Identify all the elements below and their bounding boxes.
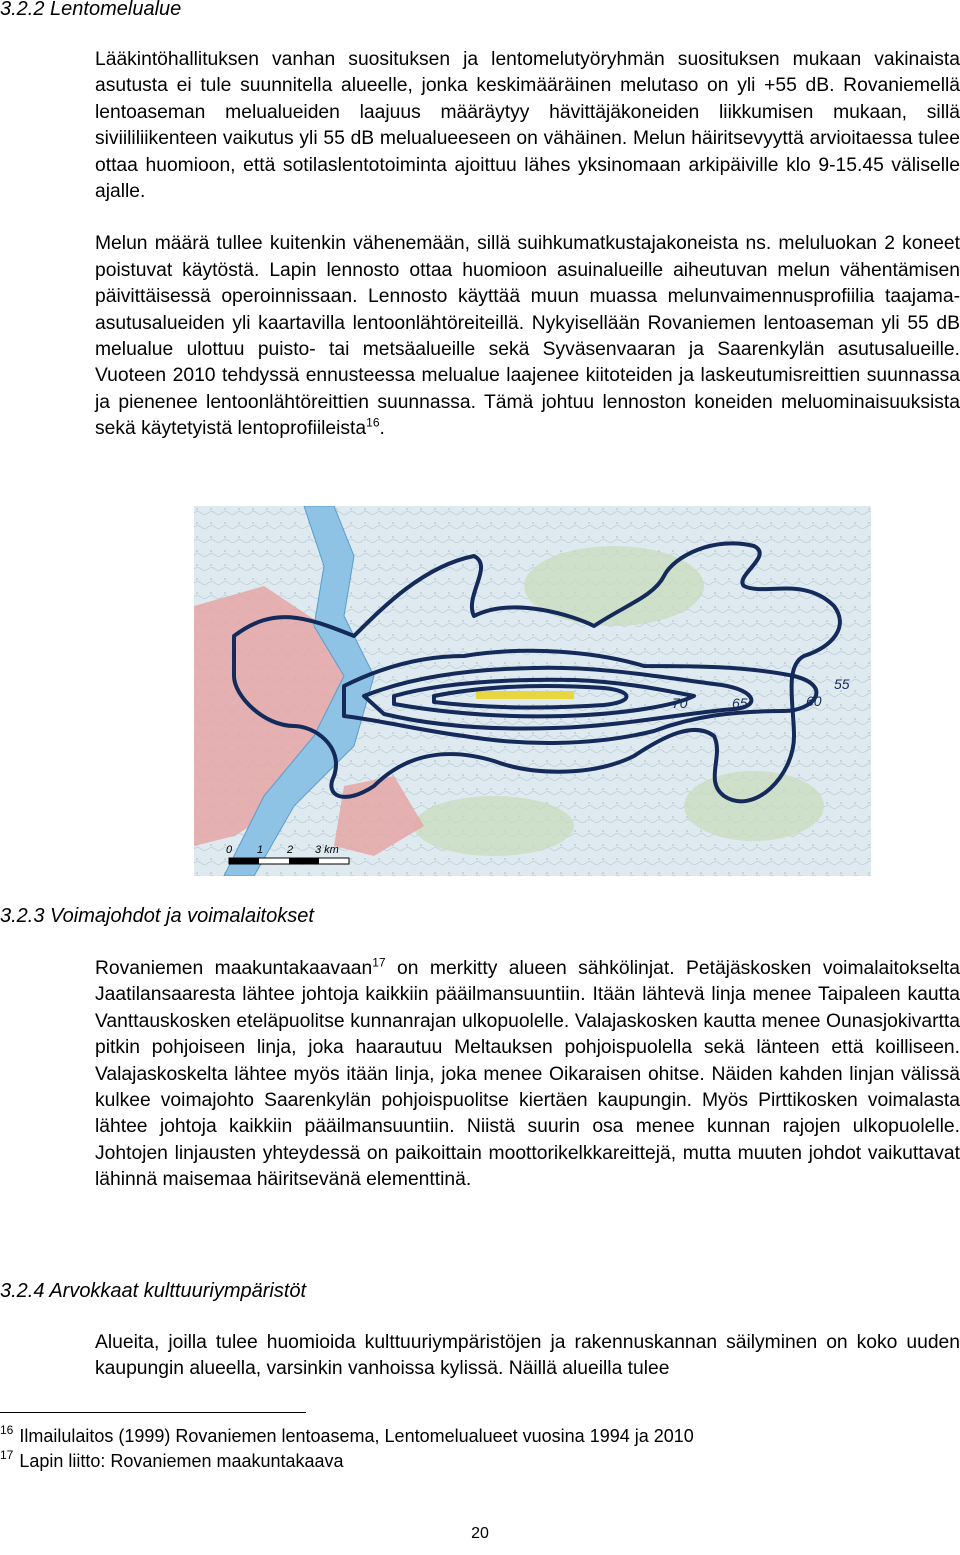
scale-tick-2: 2 — [287, 844, 294, 856]
footnote-number: 16 — [0, 1423, 14, 1437]
contour-label-65: 65 — [732, 695, 748, 711]
paragraph — [95, 231, 960, 442]
paragraph — [95, 956, 960, 1194]
page-number: 20 — [471, 1525, 489, 1542]
section-title: Arvokkaat kulttuuriympäristöt — [49, 1280, 307, 1302]
section-body-3-2-2 — [95, 47, 960, 443]
section-heading-3-2-4 — [0, 1279, 306, 1303]
contour-label-60: 60 — [806, 693, 822, 709]
paragraph-text: Melun määrä tullee kuitenkin vähenemään, sillä suihkumatkustajakoneista ns. meluluokan 2 koneet poistuvat käytöstä. Lapin lennosto ottaa huomioon asuinalueille aiheutuvan melun vähentämisen päivittäisessä operoinnissaan. Lennosto käyttää muun muassa melunvaimennusprofiilia taajama-asutusalueiden yli kaartavilla lentoonlähtöreiteillä. Nykyisellään Rovaniemen lentoaseman yli 55 dB melualue ulottuu puisto- tai metsäalueille sekä Syväsenvaaran ja Saarenkylän asutusalueille. Vuoteen 2010 tehdyssä ennusteessa melualue laajenee kiitoteiden ja laskeutumisreittien suunnassa ja pienenee lentoonlähtöreittien suunnassa. Tämä johtuu lennoston koneiden meluominaisuuksista sekä käytetyistä lentoprofiileista — [95, 233, 960, 440]
section-title: Voimajohdot ja voimalaitokset — [50, 905, 314, 927]
footnote-rule — [0, 1412, 306, 1413]
paragraph: Alueita, joilla tulee huomioida kulttuuriympäristöjen ja rakennuskannan säilyminen on koko uuden kaupungin alueella, varsinkin vanhoissa kylissä. Näillä alueilla tulee — [95, 1332, 960, 1380]
footnote-number: 17 — [0, 1448, 14, 1462]
footnote-ref: 16 — [366, 415, 380, 430]
scale-tick-3: 3 km — [315, 844, 339, 856]
section-title: Lentomelualue — [50, 0, 182, 20]
footnote-text: Ilmailulaitos (1999) Rovaniemen lentoasema, Lentomelualueet vuosina 1994 ja 2010 — [19, 1426, 694, 1446]
paragraph-lead: Rovaniemen maakuntakaavaan — [95, 958, 373, 979]
section-heading-3-2-2 — [0, 0, 181, 21]
runway — [476, 691, 574, 699]
section-body-3-2-4 — [95, 1330, 960, 1383]
footnote-ref: 17 — [372, 955, 386, 970]
scale-tick-1: 1 — [257, 844, 264, 856]
section-number: 3.2.3 — [0, 905, 45, 927]
section-body-3-2-3 — [95, 956, 960, 1194]
footnote-17 — [0, 1450, 344, 1474]
paragraph: Lääkintöhallituksen vanhan suosituksen ja lentomelutyöryhmän suosituksen mukaan vakinaista asutusta ei tule suunnitella alueelle, jonka keskimääräinen melutaso on yli +55 dB. Rovaniemellä lentoaseman melualueiden laajuus määräytyy hävittäjäkoneiden liikkumisen mukaan, sillä siviililiikenteen vaikutus yli 55 dB melualueeseen on vähäinen. Melun häiritsevyyttä arvioitaessa tulee ottaa huomioon, että sotilaslentotoiminta ajoittuu lähes yksinomaan arkipäiville klo 9-15.45 väliselle ajalle. — [95, 49, 960, 203]
section-heading-3-2-3 — [0, 904, 314, 928]
footnote-text: Lapin liitto: Rovaniemen maakuntakaava — [19, 1451, 344, 1471]
section-number: 3.2.2 — [0, 0, 45, 20]
paragraph-text: on merkitty alueen sähkölinjat. Petäjäskosken voimalaitokselta Jaatilansaaresta lähtee johtoja kaikkiin pääilmansuuntiin. Itään lähtevä linja menee Taipaleen kautta Vanttauskosken eteläpuolitse kunnanrajan ulkopuolelle. Valajaskosken kautta menee Ounasjokivartta pitkin pohjoiseen linja, joka haarautuu Meltauksen pohjoispuolella sekä länteen että koilliseen. Valajaskoskelta lähtee myös itään linja, joka menee Oikaraisen ohitse. Näiden kahden linjan välissä kulkee voimajohto Saarenkylän pohjoispuolitse kiertäen kaupungin. Myös Pirttikosken voimalasta lähtee johtoja kaikkiin pääilmansuuntiin. Niistä suurin osa menee kunnan rajojen ulkopuolelle. Johtojen linjausten yhteydessä on paikoittain moottorikelkkareittejä, mutta muuten johdot vaikuttavat lähinnä maisemaa häiritsevänä elementtinä. — [95, 958, 960, 1191]
paragraph-tail: . — [379, 418, 385, 440]
noise-zone-map — [194, 506, 871, 876]
contour-label-55: 55 — [834, 676, 850, 692]
scale-tick-0: 0 — [226, 844, 233, 856]
section-number: 3.2.4 — [0, 1280, 45, 1302]
footnote-16 — [0, 1425, 694, 1449]
contour-label-70: 70 — [672, 695, 688, 711]
